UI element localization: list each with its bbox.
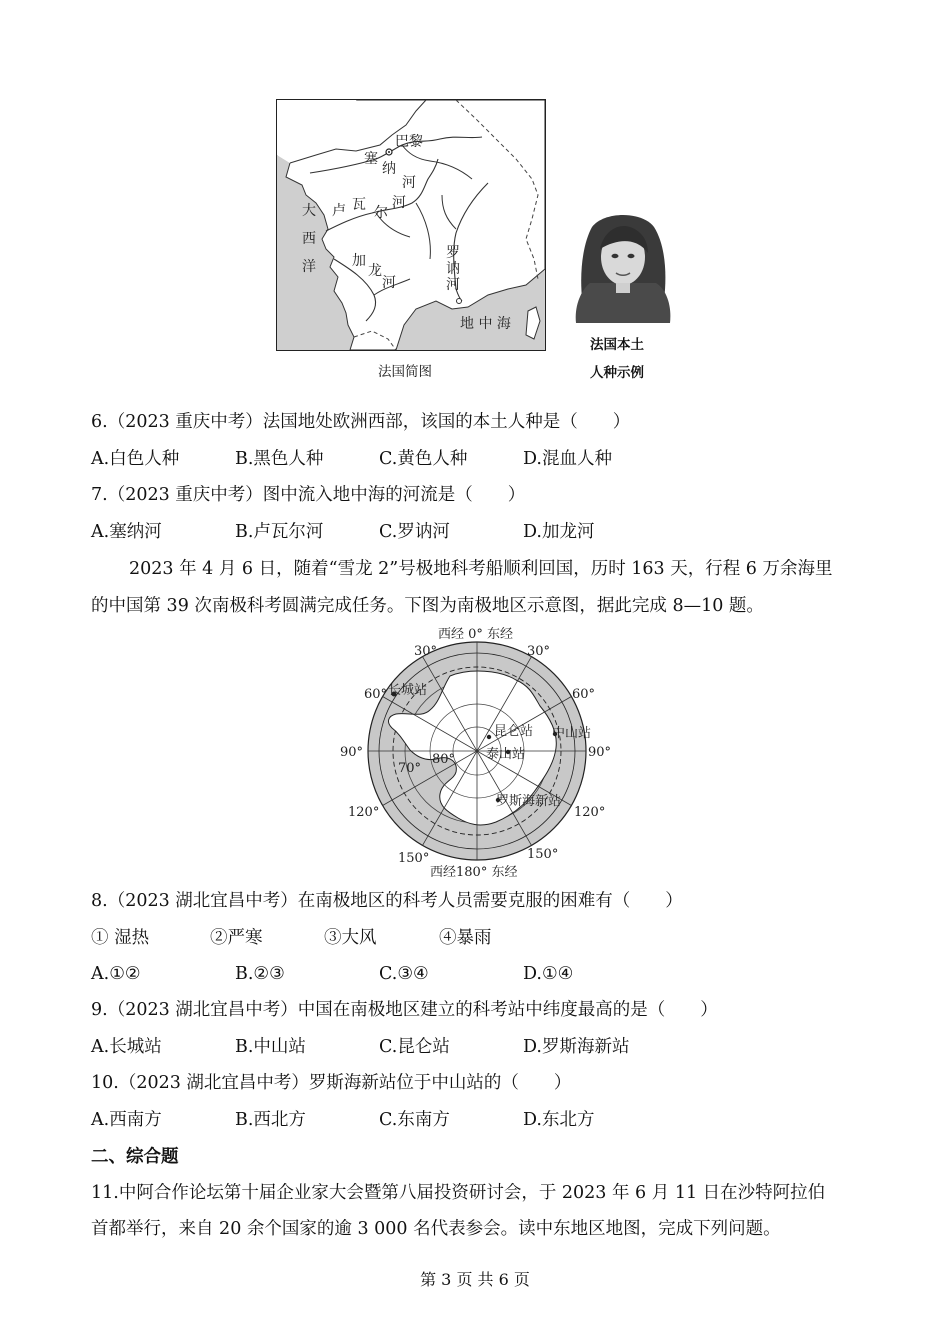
portrait-caption-2: 人种示例: [590, 365, 644, 381]
france-map: [276, 99, 546, 351]
q8-item-3: ③大风: [324, 928, 377, 948]
svg-text:河: 河: [402, 175, 416, 191]
svg-text:罗: 罗: [446, 245, 460, 261]
q10-option-a[interactable]: A.西南方: [91, 1110, 162, 1130]
svg-text:80°: 80°: [432, 752, 456, 767]
svg-text:70°: 70°: [398, 761, 422, 776]
q6-option-a[interactable]: A.白色人种: [91, 449, 180, 469]
svg-text:30°: 30°: [414, 644, 438, 659]
portrait-image: [572, 209, 674, 323]
svg-text:河: 河: [392, 195, 406, 211]
q8-item-4: ④暴雨: [439, 928, 492, 948]
q9-option-d[interactable]: D.罗斯海新站: [523, 1037, 630, 1057]
taishan-label: 泰山站: [486, 747, 526, 762]
svg-text:90°: 90°: [588, 745, 612, 760]
svg-text:瓦: 瓦: [352, 197, 366, 213]
svg-text:卢: 卢: [332, 203, 346, 219]
q8-stem: 8.（2023 湖北宜昌中考）在南极地区的科考人员需要克服的困难有（ ）: [91, 891, 683, 911]
svg-text:150°: 150°: [527, 847, 559, 862]
q9-option-c[interactable]: C.昆仑站: [379, 1037, 450, 1057]
rossnew-label: 罗斯海新站: [496, 794, 562, 809]
svg-text:30°: 30°: [527, 644, 551, 659]
france-map-caption: 法国简图: [378, 364, 432, 380]
q8-option-b[interactable]: B.②③: [235, 964, 285, 984]
portrait-caption-1: 法国本土: [590, 337, 644, 353]
zhongshan-label: 中山站: [552, 726, 592, 741]
q9-option-a[interactable]: A.长城站: [91, 1037, 162, 1057]
q8-option-d[interactable]: D.①④: [523, 964, 574, 984]
page-footer: 第 3 页 共 6 页: [420, 1270, 530, 1289]
kunlun-marker: [487, 735, 491, 739]
svg-text:90°: 90°: [340, 745, 364, 760]
q6-option-d[interactable]: D.混血人种: [523, 449, 612, 469]
q8-item-1: ① 湿热: [91, 928, 150, 948]
changcheng-label: 长城站: [388, 683, 428, 698]
svg-text:120°: 120°: [574, 805, 606, 820]
svg-text:龙: 龙: [368, 263, 382, 279]
q7-option-d[interactable]: D.加龙河: [523, 522, 595, 542]
q11-line-2: 首都举行，来自 20 余个国家的逾 3 000 名代表参会。读中东地区地图，完成下列问题。: [91, 1219, 781, 1239]
q8-option-c[interactable]: C.③④: [379, 964, 429, 984]
svg-text:120°: 120°: [348, 805, 380, 820]
svg-text:150°: 150°: [398, 851, 430, 866]
svg-text:塞: 塞: [364, 151, 378, 167]
q8-option-a[interactable]: A.①②: [91, 964, 141, 984]
q7-stem: 7.（2023 重庆中考）图中流入地中海的河流是（ ）: [91, 485, 526, 505]
svg-text:洋: 洋: [302, 259, 316, 275]
q6-option-c[interactable]: C.黄色人种: [379, 449, 468, 469]
q6-option-b[interactable]: B.黑色人种: [235, 449, 324, 469]
antarctic-map: [330, 622, 620, 882]
passage-line-1: 2023 年 4 月 6 日，随着“雪龙 2”号极地科考船顺利回国，历时 163 天，行程 6 万余海里: [129, 559, 833, 579]
q7-option-b[interactable]: B.卢瓦尔河: [235, 522, 324, 542]
kunlun-label: 昆仑站: [494, 724, 534, 739]
svg-text:西: 西: [302, 231, 316, 247]
q10-stem: 10.（2023 湖北宜昌中考）罗斯海新站位于中山站的（ ）: [91, 1073, 572, 1093]
q10-option-c[interactable]: C.东南方: [379, 1110, 450, 1130]
q11-line-1: 11.中阿合作论坛第十届企业家大会暨第八届投资研讨会，于 2023 年 6 月 11 日在沙特阿拉伯: [91, 1183, 826, 1203]
svg-text:60°: 60°: [364, 687, 388, 702]
q7-option-a[interactable]: A.塞纳河: [91, 522, 162, 542]
svg-text:河: 河: [382, 275, 396, 291]
svg-text:大: 大: [302, 203, 316, 219]
svg-text:地 中 海: 地 中 海: [460, 316, 511, 332]
bottom-meridian-label: 西经180° 东经: [430, 865, 518, 880]
svg-text:加: 加: [352, 253, 366, 269]
q8-item-2: ②严寒: [210, 928, 263, 948]
q9-stem: 9.（2023 湖北宜昌中考）中国在南极地区建立的科考站中纬度最高的是（ ）: [91, 1000, 718, 1020]
paris-label: 巴黎: [395, 134, 423, 150]
q7-option-c[interactable]: C.罗讷河: [379, 522, 450, 542]
svg-text:60°: 60°: [572, 687, 596, 702]
q9-option-b[interactable]: B.中山站: [235, 1037, 306, 1057]
q10-option-b[interactable]: B.西北方: [235, 1110, 306, 1130]
q10-option-d[interactable]: D.东北方: [523, 1110, 595, 1130]
svg-text:纳: 纳: [382, 161, 396, 177]
svg-text:讷: 讷: [446, 261, 460, 277]
passage-line-2: 的中国第 39 次南极科考圆满完成任务。下图为南极地区示意图，据此完成 8—10 题。: [91, 596, 764, 616]
q6-stem: 6.（2023 重庆中考）法国地处欧洲西部，该国的本土人种是（ ）: [91, 412, 631, 432]
svg-text:河: 河: [446, 277, 460, 293]
section-heading: 二、综合题: [91, 1147, 179, 1167]
top-meridian-label: 西经 0° 东经: [438, 627, 514, 642]
svg-text:尔: 尔: [374, 205, 388, 221]
